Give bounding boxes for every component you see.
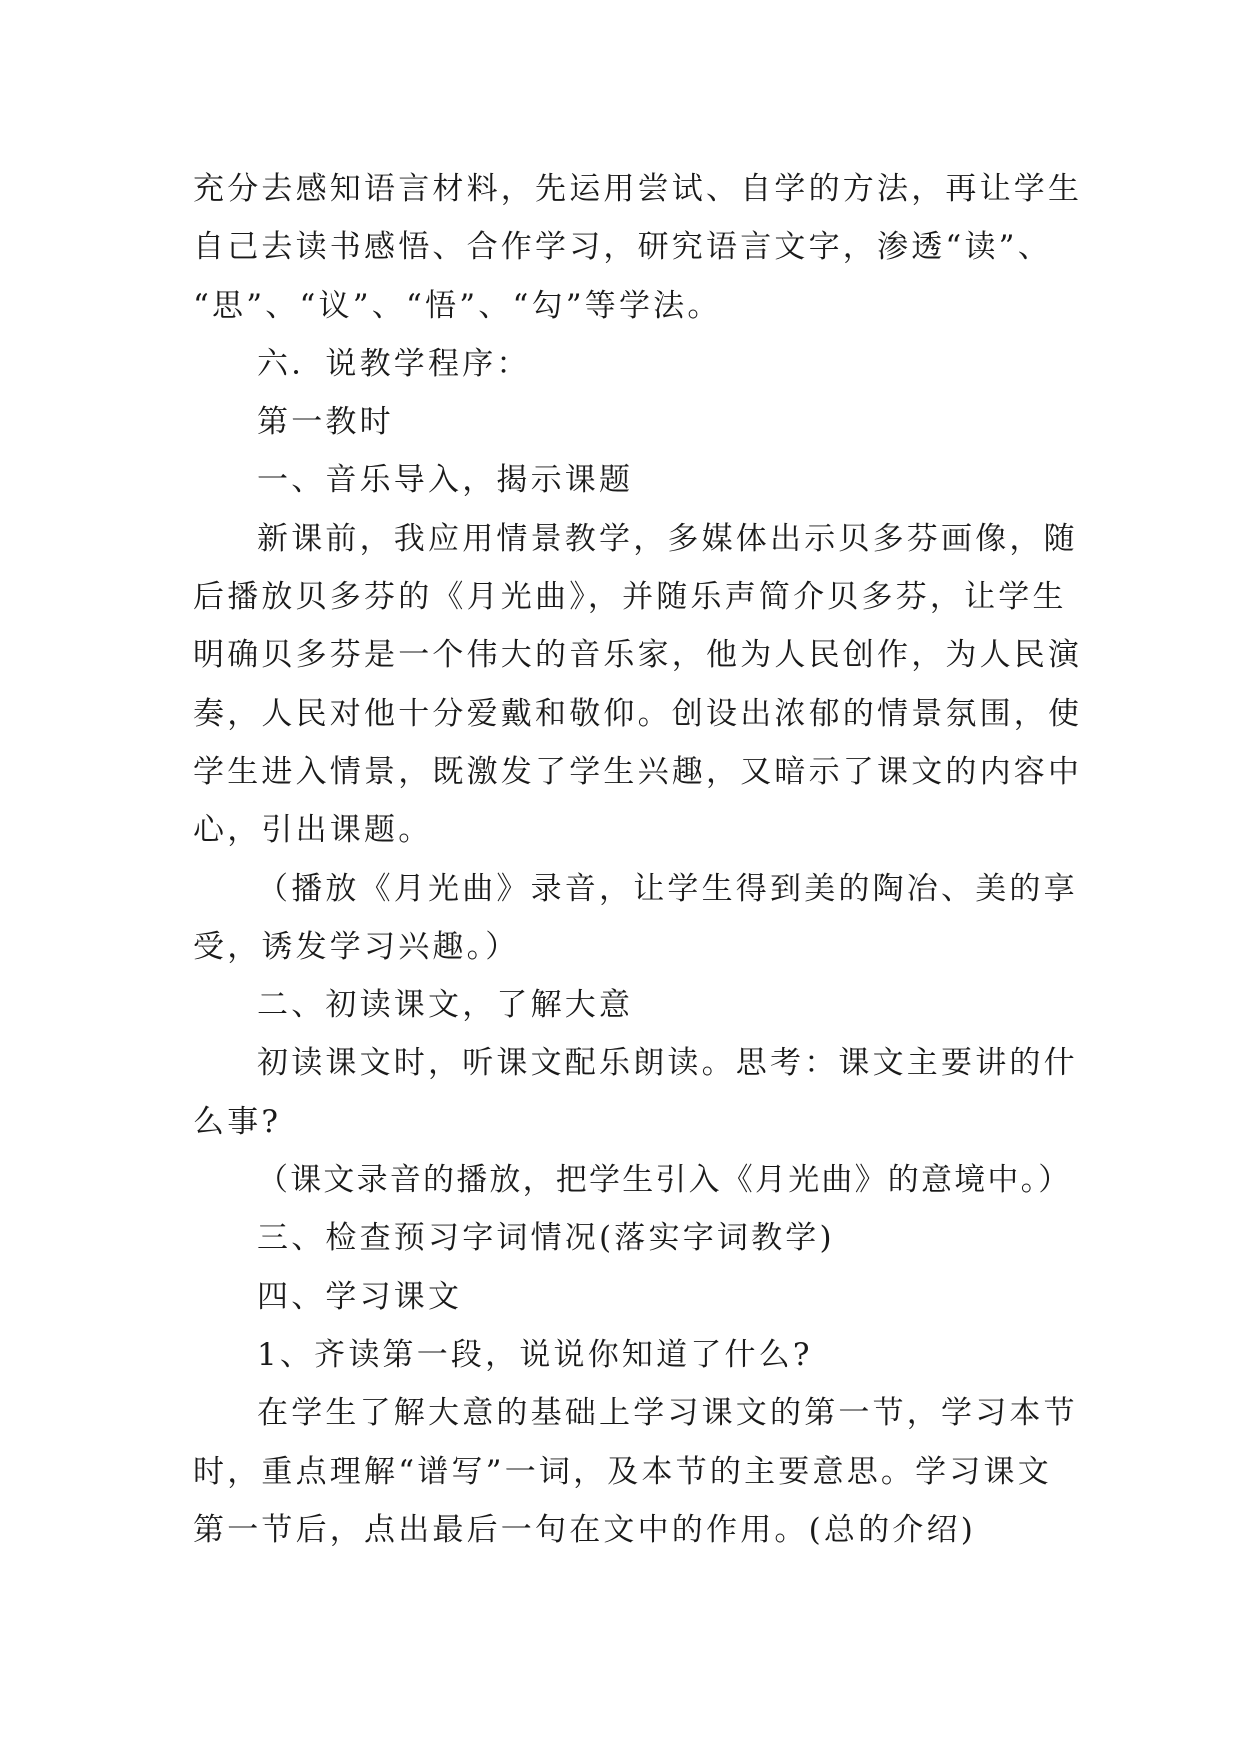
paragraph-line: 后播放贝多芬的《月光曲》，并随乐声简介贝多芬，让学生 [193, 579, 1067, 616]
paragraph-line: 初读课文时，听课文配乐朗读。思考：课文主要讲的什 [257, 1045, 1078, 1082]
paragraph-line: 奏，人民对他十分爱戴和敬仰。创设出浓郁的情景氛围，使 [193, 695, 1083, 732]
section-heading: 一、音乐导入，揭示课题 [257, 462, 634, 499]
paragraph-line: “思”、“议”、“悟”、“勾”等学法。 [193, 287, 722, 324]
section-heading: 六．说教学程序： [257, 345, 531, 382]
paragraph-line: 学生进入情景，既激发了学生兴趣，又暗示了课文的内容中 [193, 753, 1083, 790]
section-heading: 二、初读课文，了解大意 [257, 987, 634, 1024]
list-item: 1、齐读第一段，说说你知道了什么? [257, 1336, 813, 1373]
paragraph-line: 在学生了解大意的基础上学习课文的第一节，学习本节 [257, 1395, 1078, 1432]
section-heading: 三、检查预习字词情况(落实字词教学) [257, 1220, 835, 1257]
paragraph-line: 受，诱发学习兴趣。） [193, 928, 520, 965]
lesson-heading: 第一教时 [257, 404, 394, 441]
paragraph-line: 明确贝多芬是一个伟大的音乐家，他为人民创作，为人民演 [193, 637, 1083, 674]
paragraph-line: （播放《月光曲》录音，让学生得到美的陶冶、美的享 [257, 870, 1078, 907]
document-body [193, 160, 1083, 1559]
paragraph-line: 自己去读书感悟、合作学习，研究语言文字，渗透“读”、 [193, 229, 1052, 266]
paragraph-line: 么事? [193, 1103, 282, 1140]
paragraph-line: 充分去感知语言材料，先运用尝试、自学的方法，再让学生 [193, 171, 1083, 207]
paragraph-line: 时，重点理解“谱写”一词，及本节的主要意思。学习课文 [193, 1453, 1052, 1490]
paragraph-line: 新课前，我应用情景教学，多媒体出示贝多芬画像，随 [257, 520, 1078, 557]
paragraph-line: （课文录音的播放，把学生引入《月光曲》的意境中。） [257, 1162, 1072, 1199]
paragraph-line: 第一节后，点出最后一句在文中的作用。(总的介绍) [193, 1511, 976, 1548]
section-heading: 四、学习课文 [257, 1278, 463, 1315]
paragraph-line: 心，引出课题。 [193, 812, 433, 849]
